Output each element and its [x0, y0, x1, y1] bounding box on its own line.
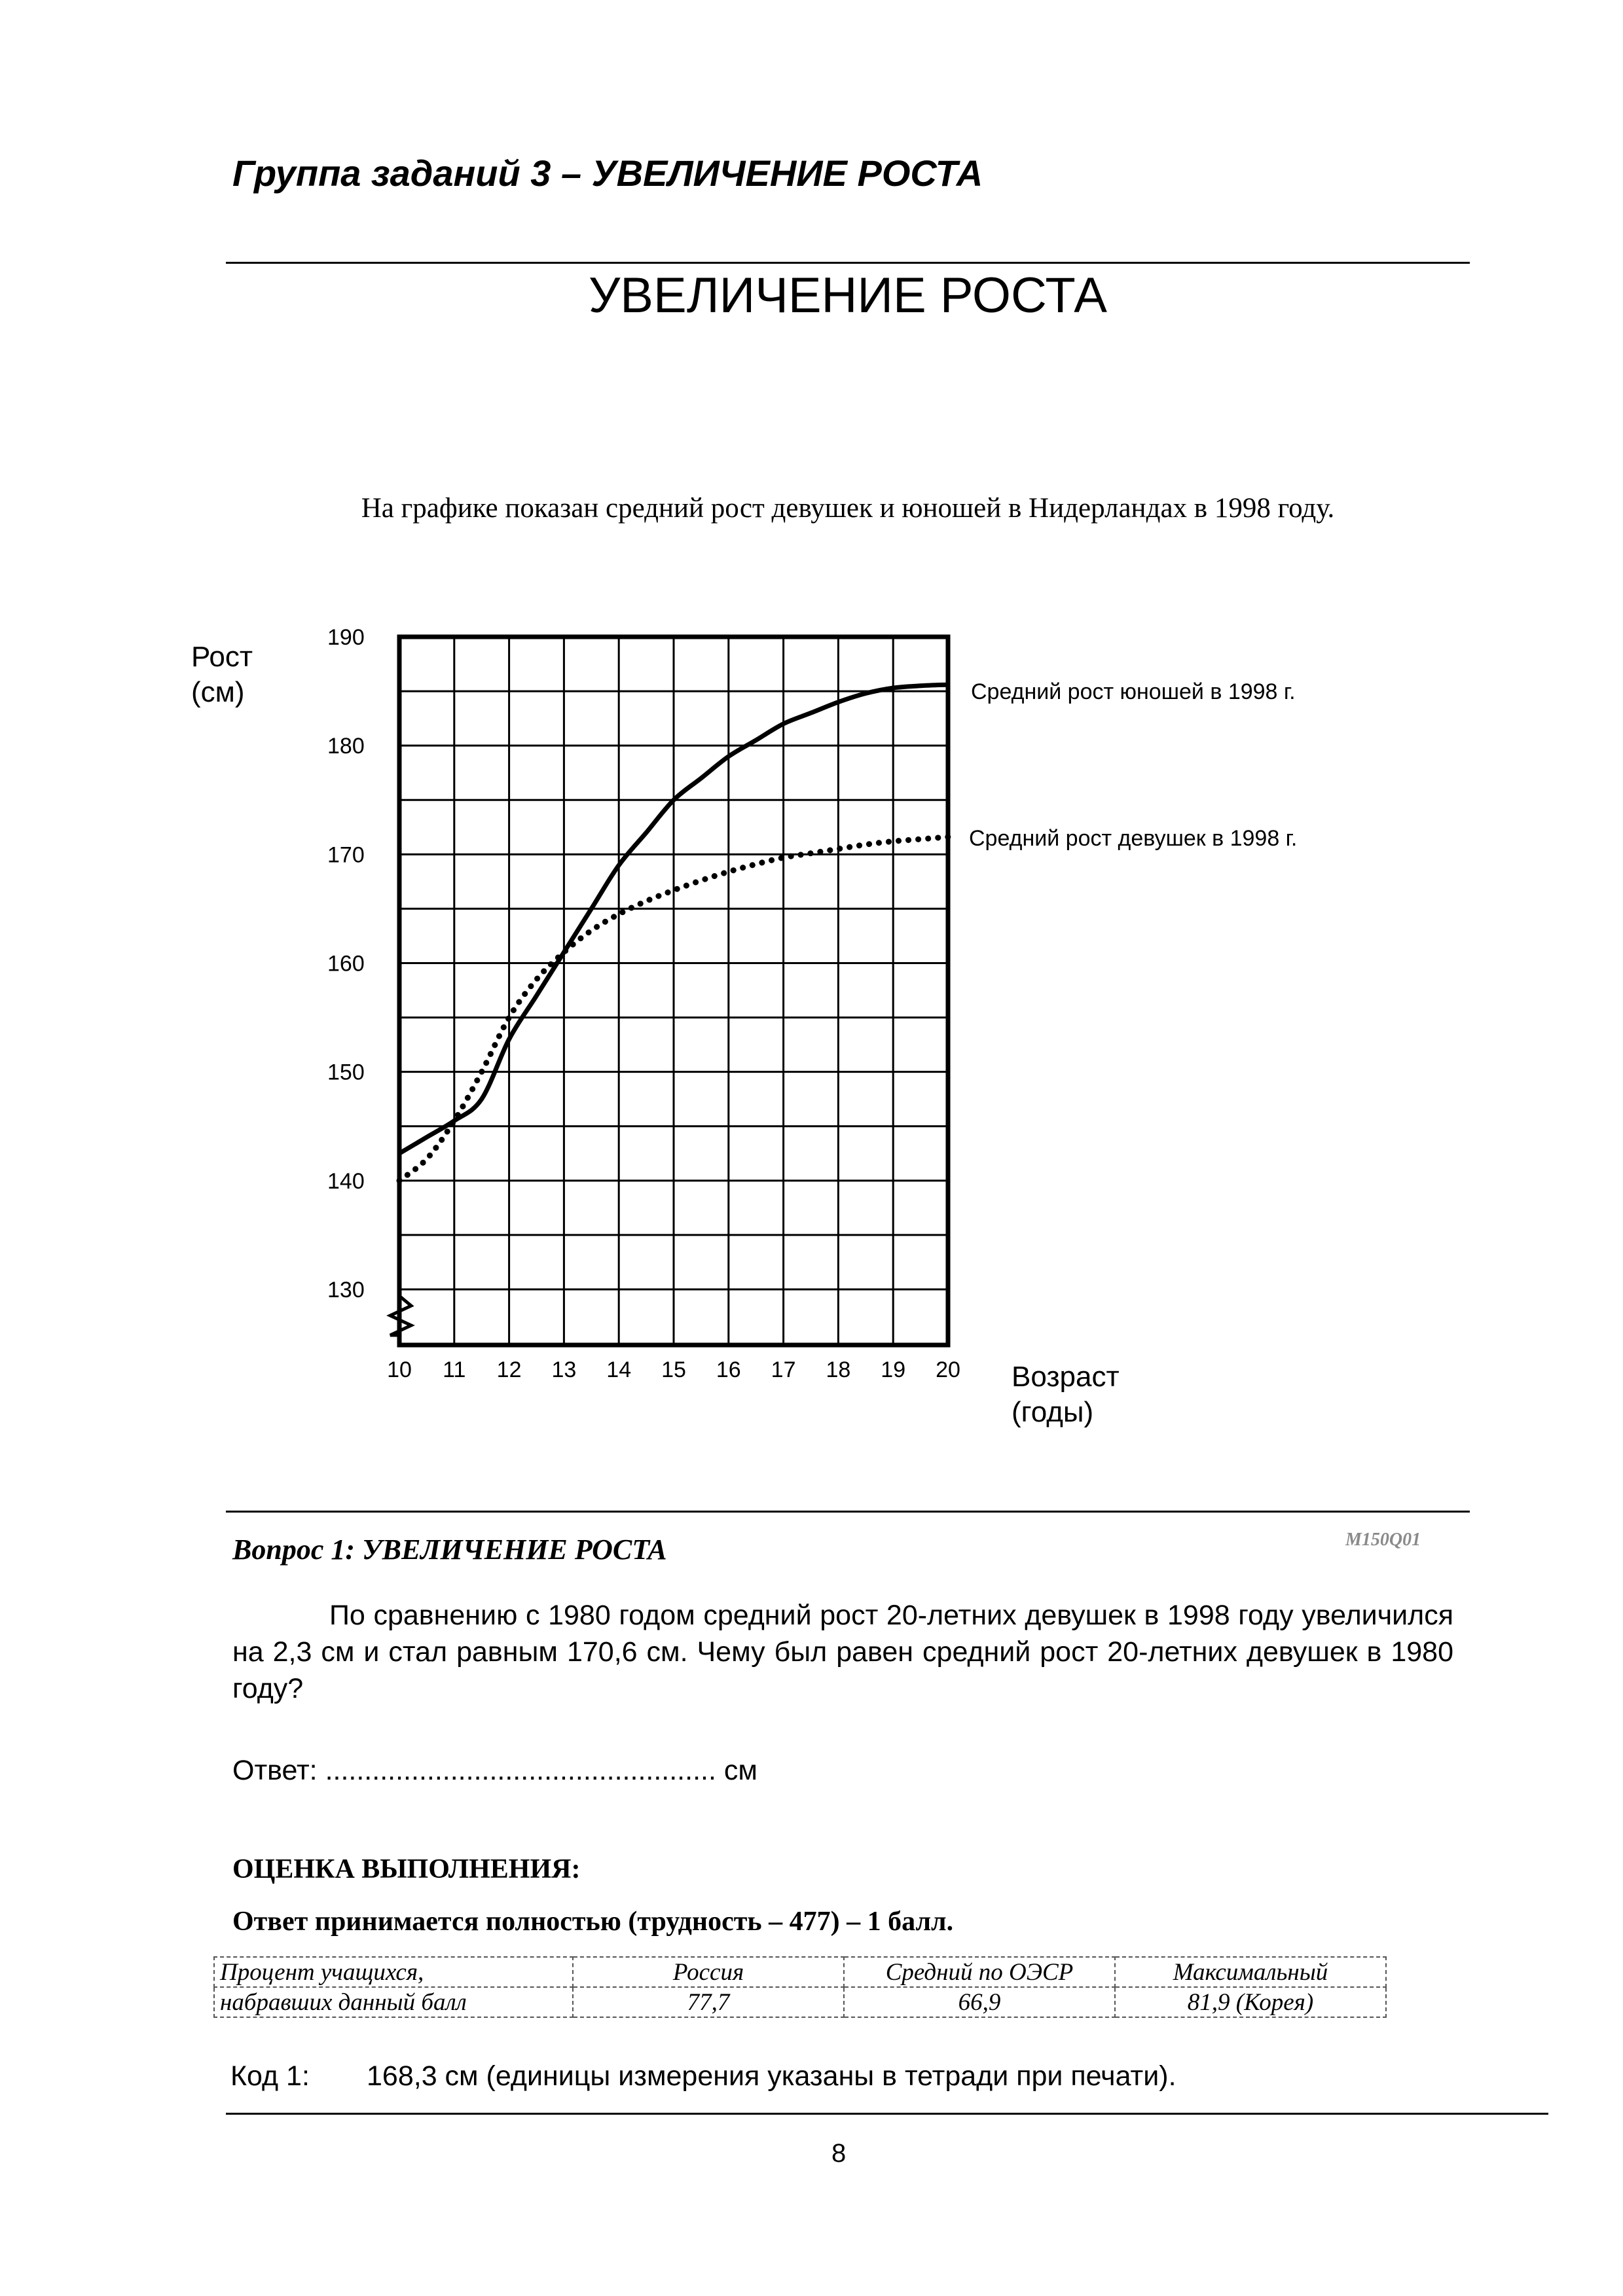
- x-tick-label: 16: [716, 1357, 741, 1382]
- answer-field[interactable]: Ответ: .................................................. см: [232, 1755, 757, 1786]
- value-oecd: 66,9: [844, 1987, 1115, 2017]
- y-tick-label: 190: [327, 625, 365, 650]
- code-label: Код 1:: [230, 2060, 310, 2092]
- question-text: По сравнению с 1980 годом средний рост 20-летних девушек в 1998 году увеличился на 2,3 см и стал равным 170,6 см. Чему был равен средний рост 20-летних девушек в 1980 году?: [232, 1600, 1453, 1704]
- x-tick-label: 12: [496, 1357, 522, 1382]
- x-tick-label: 15: [661, 1357, 686, 1382]
- y-tick-labels: [327, 625, 365, 1302]
- y-tick-label: 130: [327, 1278, 365, 1302]
- y-tick-label: 180: [327, 734, 365, 759]
- grid-vertical-lines: [454, 637, 893, 1345]
- row-label: набравших данный балл: [214, 1987, 573, 2017]
- y-tick-label: 150: [327, 1060, 365, 1085]
- question-title: Вопрос 1: УВЕЛИЧЕНИЕ РОСТА: [232, 1534, 667, 1566]
- x-tick-label: 19: [881, 1357, 906, 1382]
- page-number: 8: [831, 2139, 847, 2168]
- legend-boys: Средний рост юношей в 1998 г.: [971, 679, 1296, 704]
- value-max: 81,9 (Корея): [1115, 1987, 1386, 2017]
- x-tick-label: 18: [826, 1357, 851, 1382]
- value-russia: 77,7: [573, 1987, 844, 2017]
- x-tick-label: 17: [771, 1357, 796, 1382]
- scoring-subheading: Ответ принимается полностью (трудность – 477) – 1 балл.: [232, 1907, 954, 1937]
- legend-girls: Средний рост девушек в 1998 г.: [969, 826, 1298, 851]
- column-header-max: Максимальный: [1115, 1957, 1386, 1987]
- y-axis-label-line1: Рост: [191, 641, 253, 673]
- x-axis-label-line1: Возраст: [1012, 1361, 1120, 1393]
- question-code: M150Q01: [1345, 1530, 1421, 1550]
- code-text: 168,3 см (единицы измерения указаны в тетради при печати).: [367, 2060, 1176, 2092]
- x-tick-label: 10: [387, 1357, 412, 1382]
- x-axis-label-line2: (годы): [1012, 1396, 1094, 1428]
- table-row: [214, 1957, 1386, 1987]
- x-tick-label: 11: [443, 1357, 466, 1382]
- question-divider: [226, 1511, 1470, 1513]
- footer-divider: [226, 2113, 1548, 2115]
- group-title: Группа заданий 3 – УВЕЛИЧЕНИЕ РОСТА: [232, 152, 983, 194]
- column-header-russia: Россия: [573, 1957, 844, 1987]
- row-label: Процент учащихся,: [214, 1957, 573, 1987]
- y-axis-label-line2: (см): [191, 676, 245, 708]
- scoring-heading: ОЦЕНКА ВЫПОЛНЕНИЯ:: [232, 1854, 581, 1884]
- x-tick-label: 14: [606, 1357, 632, 1382]
- column-header-oecd: Средний по ОЭСР: [844, 1957, 1115, 1987]
- table-row: [214, 1987, 1386, 2017]
- page-title: УВЕЛИЧЕНИЕ РОСТА: [589, 268, 1107, 323]
- y-tick-label: 140: [327, 1168, 365, 1194]
- x-tick-label: 13: [551, 1357, 577, 1382]
- score-table: [213, 1956, 1387, 2018]
- y-tick-label: 160: [327, 951, 365, 977]
- x-tick-label: 20: [936, 1357, 960, 1382]
- x-tick-labels: [387, 1357, 960, 1382]
- intro-text: На графике показан средний рост девушек и юношей в Нидерландах в 1998 году.: [361, 493, 1335, 524]
- y-tick-label: 170: [327, 842, 365, 868]
